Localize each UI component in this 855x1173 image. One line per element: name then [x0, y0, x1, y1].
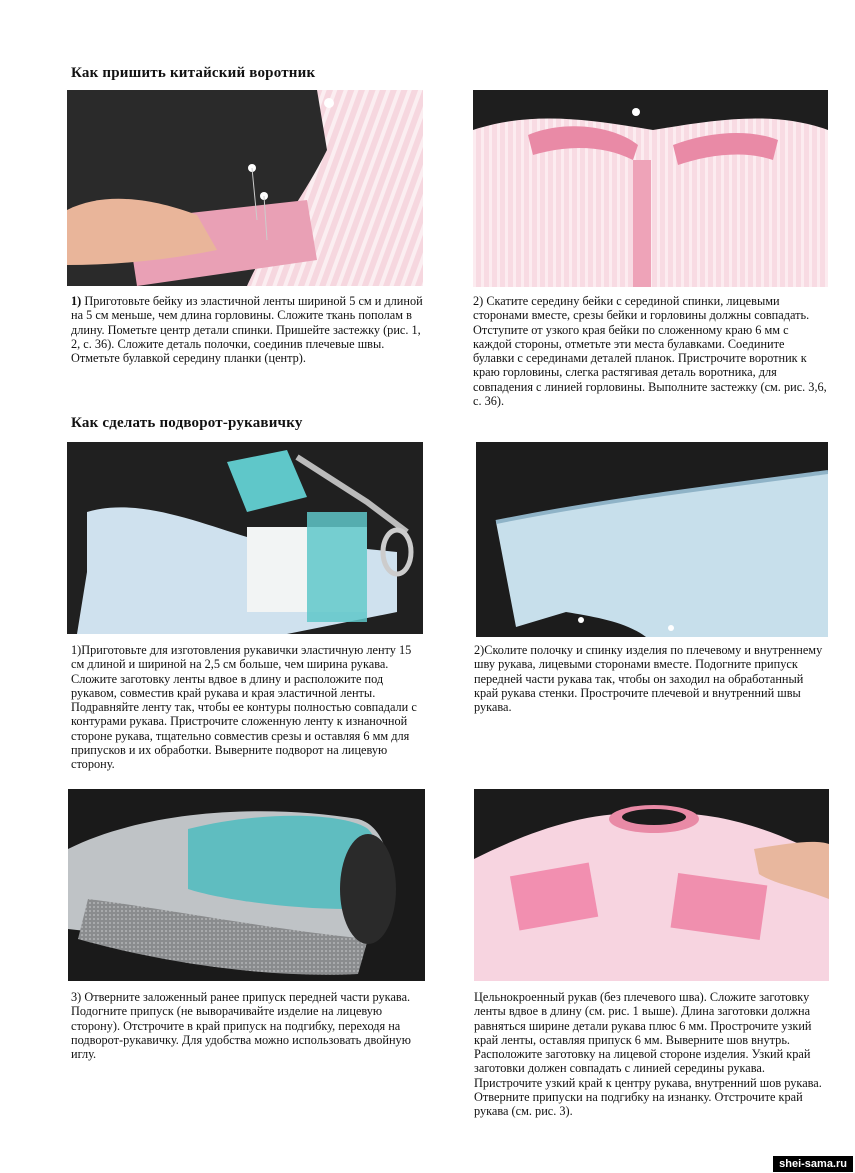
site-watermark: shei-sama.ru — [773, 1156, 853, 1172]
photo-pinning-binding — [67, 90, 423, 286]
caption-step-2-cuff: 2)Сколите полочку и спинку изделия по плечевому и внутреннему шву рукава, лицевыми сторонами вместе. Подогните припуск передней части рукава так, чтобы он заходил на обработанный край рукава стенки. Прострочите плечевой и внутренний швы рукава. — [474, 643, 823, 715]
photo-pink-raglan-shirt — [474, 789, 829, 981]
photo-folded-cuff — [68, 789, 425, 981]
caption-step-2-collar: 2) Скатите середину бейки с серединой спинки, лицевыми сторонами вместе, срезы бейки и горловины должны совпадать. Отступите от узкого края бейки по сложенному краю 6 мм с каждой стороны, отметьте эти места булавками. Соедините булавки с серединами деталей планок. Пристрочите воротник к краю горловины, слегка растягивая деталь воротника, для совпадения с линией горловины. Выполните застежку (см. рис. 3,6, с. 36). — [473, 294, 827, 409]
caption-raglan-sleeve: Цельнокроенный рукав (без плечевого шва). Сложите заготовку ленты вдвое в длину (см. рис. 1 выше). Длина заготовки должна равняться ширине детали рукава плюс 6 мм. Прострочите узкий край ленты, оставляя припуск 6 мм. Выверните шов внутрь. Расположите заготовку на лицевой стороне изделия. Узкий край заготовки должен совпадать с линией середины рукава. Пристрочите узкий край к центру рукава, внутренний шов рукава. Отверните припуски на подгибку на изнанку. Отстрочите край рукава (см. рис. 3). — [474, 990, 822, 1119]
caption-step-1-cuff: 1)Приготовьте для изготовления рукавички эластичную ленту 15 см длиной и шириной на 2,5 см больше, чем ширина рукава. Сложите заготовку ленты вдвое в длину и расположите под рукавом, совместив край рукава и края эластичной ленты. Подравняйте ленту так, чтобы ее контуры полностью совпадали с контурами рукава. Пристрочите сложенную ленту к изнаночной стороне рукава, тщательно совместив срезы и оставляя 6 мм для припусков и их обработки. Выверните подворот на лицевую сторону. — [71, 643, 417, 772]
caption-step-3-cuff: 3) Отверните заложенный ранее припуск передней части рукава. Подогните припуск (не выворачивайте изделие на лицевую сторону). Отстрочите в край припуск на подгибку, переходя на подворот-рукавичку. Для удобства можно использовать двойную иглу. — [71, 990, 411, 1062]
section-heading-cuff: Как сделать подворот-рукавичку — [71, 415, 303, 431]
section-heading-collar: Как пришить китайский воротник — [71, 65, 316, 81]
photo-pink-collar — [473, 90, 828, 287]
photo-blue-sleeve-scissors — [67, 442, 423, 634]
photo-blue-bodice — [476, 442, 828, 637]
caption-step-1-collar: 1) Приготовьте бейку из эластичной ленты шириной 5 см и длиной на 5 см меньше, чем длина горловины. Сложите ткань пополам в длину. Пометьте центр детали спинки. Пришейте застежку (рис. 1, 2, с. 36). Сложите деталь полочки, соединив плечевые швы. Отметьте булавкой середину планки (центр). — [71, 294, 423, 366]
